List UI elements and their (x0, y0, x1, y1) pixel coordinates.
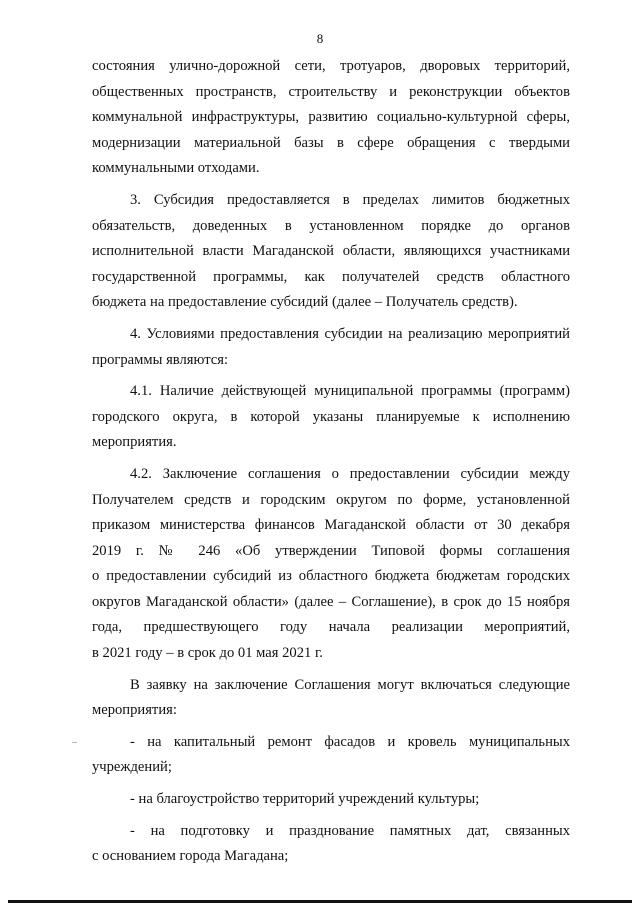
text-line: 4.2. Заключение соглашения о предоставлении субсидии между (130, 465, 570, 482)
text-line: - на подготовку и празднование памятных дат, связанных (130, 822, 570, 839)
text-line: мероприятия: (92, 702, 177, 719)
text-line: года, предшествующего году начала реализации мероприятий, (92, 619, 570, 636)
text-line: округов Магаданской области» (далее – Соглашение), в срок до 15 ноября (92, 593, 570, 610)
paragraph-item-4-2 (92, 462, 570, 667)
text-line: бюджета на предоставление субсидий (далее – Получатель средств). (92, 294, 518, 311)
list-item (92, 730, 570, 781)
page-number: 8 (316, 31, 324, 46)
text-line: 4. Условиями предоставления субсидии на реализацию мероприятий (130, 325, 570, 342)
paragraph-item-4 (92, 322, 570, 373)
text-line: - на капитальный ремонт фасадов и кровель муниципальных (130, 733, 570, 750)
text-line: государственной программы, как получателей средств областного (92, 268, 570, 285)
scan-artifact (72, 742, 77, 743)
document-body (92, 54, 570, 870)
text-line: в 2021 году – в срок до 01 мая 2021 г. (92, 645, 323, 662)
text-line: учреждений; (92, 759, 172, 776)
text-line: - на благоустройство территорий учреждений культуры; (130, 791, 480, 808)
text-line: мероприятия. (92, 434, 177, 451)
text-line: состояния улично-дорожной сети, тротуаров, дворовых территорий, (92, 58, 570, 74)
list-item (92, 787, 570, 813)
paragraph-item-3 (92, 188, 570, 316)
text-line: 4.1. Наличие действующей муниципальной программы (программ) (130, 383, 570, 400)
text-line: Получателем средств и городским округом по форме, установленной (92, 491, 570, 508)
text-line: коммунальной инфраструктуры, развитию социально-культурной сферы, (92, 109, 570, 126)
text-line: В заявку на заключение Соглашения могут включаться следующие (130, 676, 570, 693)
paragraph-continuation (92, 54, 570, 182)
paragraph-item-4-1 (92, 379, 570, 456)
text-line: о предоставлении субсидий из областного бюджета бюджетам городских (92, 568, 570, 585)
text-line: программы являются: (92, 351, 229, 368)
list-item (92, 819, 570, 870)
text-line: исполнительной власти Магаданской области, являющихся участниками (92, 243, 570, 260)
text-line: городского округа, в которой указаны планируемые к исполнению (92, 408, 570, 425)
text-line: общественных пространств, строительству и реконструкции объектов (92, 83, 570, 100)
text-line: приказом министерства финансов Магаданской области от 30 декабря (92, 517, 570, 534)
text-line: коммунальными отходами. (92, 160, 260, 177)
text-line: модернизации материальной базы в сфере обращения с твердыми (92, 134, 570, 151)
text-line: обязательств, доведенных в установленном порядке до органов (92, 217, 570, 234)
paragraph-application-intro (92, 673, 570, 724)
text-line: 2019 г. № 246 «Об утверждении Типовой формы соглашения (92, 542, 570, 559)
text-line: 3. Субсидия предоставляется в пределах лимитов бюджетных (130, 191, 570, 208)
text-line: с основанием города Магадана; (92, 848, 289, 865)
page-bottom-edge (8, 900, 632, 903)
